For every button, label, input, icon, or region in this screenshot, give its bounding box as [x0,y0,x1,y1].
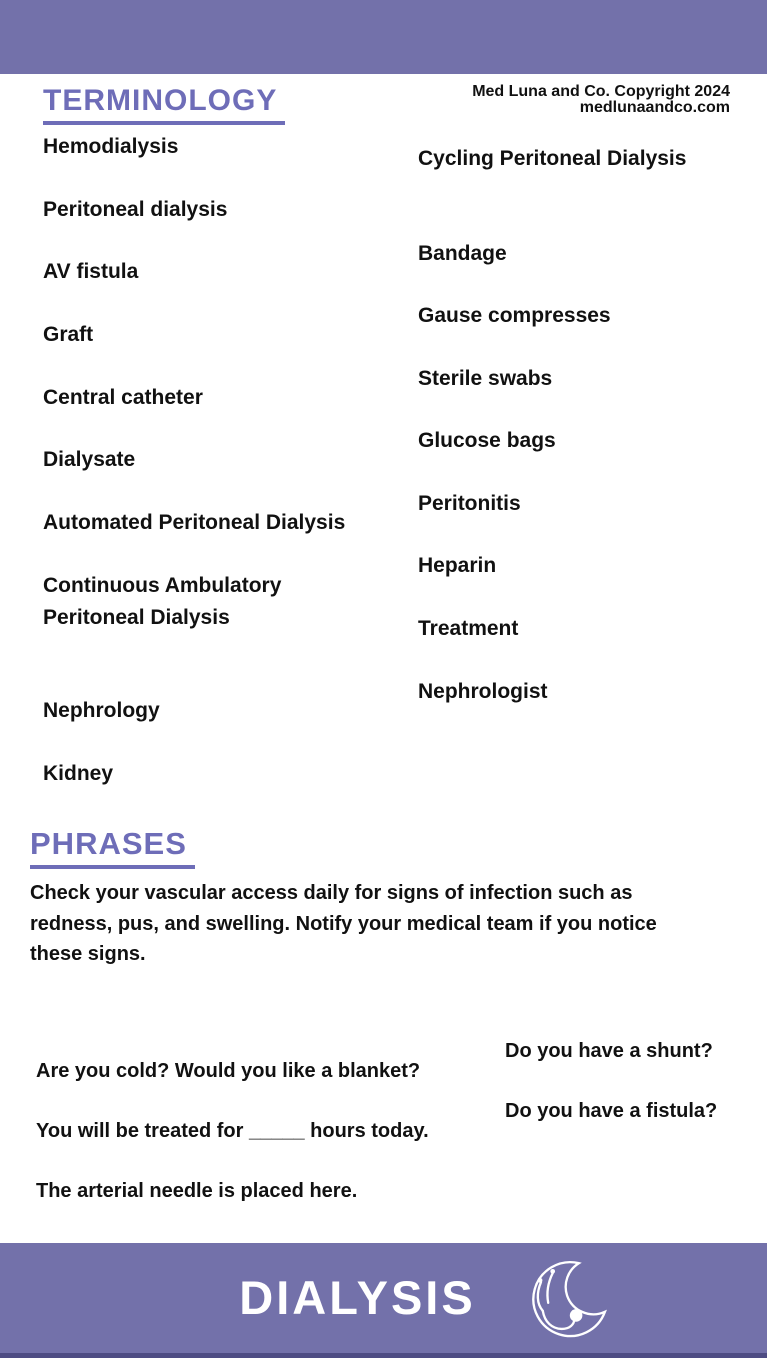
term-dialysate: Dialysate [43,448,136,471]
term-heparin: Heparin [418,554,497,577]
phrase-fistula: Do you have a fistula? [505,1100,718,1122]
moon-stethoscope-icon [522,1256,614,1346]
term-cycling-peritoneal-dialysis: Cycling Peritoneal Dialysis [418,147,687,170]
term-glucose-bags: Glucose bags [418,429,556,452]
term-sterile-swabs: Sterile swabs [418,367,553,390]
footer-accent-strip [0,1353,767,1358]
copyright-line: Med Luna and Co. Copyright 2024 [472,83,730,100]
phrases-heading: PHRASES [30,826,195,869]
footer-bar [0,1243,767,1358]
term-nephrology: Nephrology [43,699,160,722]
term-central-catheter: Central catheter [43,386,203,409]
term-peritoneal-dialysis: Peritoneal dialysis [43,198,228,221]
term-treatment: Treatment [418,617,519,640]
header-bar [0,0,767,74]
intro-line: these signs. [30,943,146,965]
terminology-heading: TERMINOLOGY [43,84,285,125]
intro-line: redness, pus, and swelling. Notify your medical team if you notice [30,912,657,935]
phrase-shunt: Do you have a shunt? [505,1040,713,1062]
phrase-arterial-needle: The arterial needle is placed here. [36,1180,358,1202]
footer-content [239,1256,613,1346]
copyright-website: medlunaandco.com [579,99,730,116]
phrases-intro-paragraph [30,878,740,970]
term-peritonitis: Peritonitis [418,492,521,515]
term-hemodialysis: Hemodialysis [43,135,179,158]
term-av-fistula: AV fistula [43,260,139,283]
intro-line: Check your vascular access daily for signs of infection such as [30,882,633,904]
term-gause-compresses: Gause compresses [418,304,611,327]
phrase-blanket: Are you cold? Would you like a blanket? [36,1060,421,1082]
term-nephrologist: Nephrologist [418,680,548,703]
term-automated-peritoneal-dialysis: Automated Peritoneal Dialysis [43,511,346,534]
footer-title: DIALYSIS [239,1271,476,1324]
copyright-block [472,84,730,116]
phrase-treated-hours: You will be treated for _____ hours today. [36,1120,429,1142]
term-continuous-ambulatory-peritoneal-dialysis: Continuous Ambulatory Peritoneal Dialysis [43,574,282,629]
term-graft: Graft [43,323,94,346]
term-bandage: Bandage [418,242,507,265]
term-kidney: Kidney [43,762,114,785]
